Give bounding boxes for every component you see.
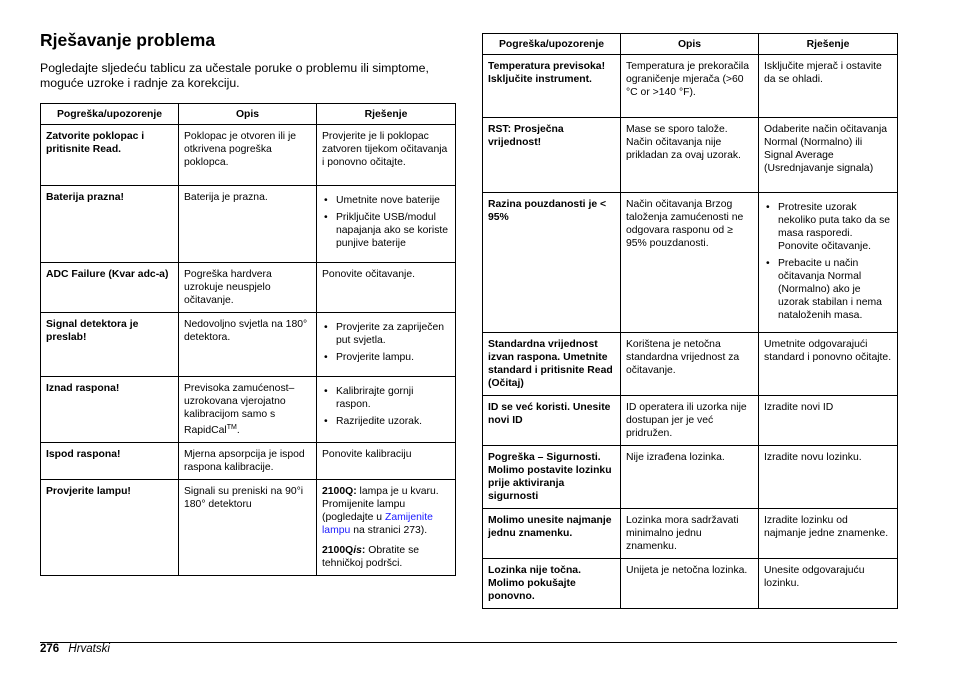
table-header-row: [41, 104, 456, 125]
intro-text: Pogledajte sljedeću tablicu za učestale poruke o problemu ili simptome, moguće uzroke i radnje za korekciju.: [40, 61, 429, 90]
error-cell: Iznad raspona!: [41, 377, 179, 443]
error-cell: Standardna vrijednost izvan raspona. Umetnite standard i pritisnite Read (Očitaj): [483, 333, 621, 396]
table-row: [483, 396, 898, 446]
error-cell: Zatvorite poklopac i pritisnite Read.: [41, 125, 179, 186]
page-footer: [40, 643, 110, 655]
list-item: • Razrijedite uzorak.: [322, 415, 450, 428]
description-cell: Mjerna apsorpcija je ispod raspona kalibracije.: [179, 443, 317, 480]
description-cell: Lozinka mora sadržavati minimalno jednu znamenku.: [621, 509, 759, 559]
solution-cell: [317, 377, 456, 443]
column-header-error: Pogreška/upozorenje: [41, 104, 179, 125]
list-item: • Umetnite nove baterije: [322, 194, 450, 207]
table-row: [41, 443, 456, 480]
troubleshooting-table-left: [40, 103, 456, 576]
page-number: 276: [40, 643, 60, 655]
table-row: [483, 333, 898, 396]
model-label: [322, 545, 365, 556]
solution-cell: Unesite odgovarajuću lozinku.: [759, 559, 898, 609]
solution-text: lampa je u kvaru. Promijenite lampu (pogledajte u: [322, 486, 439, 523]
description-end: .: [236, 425, 240, 436]
error-cell: ADC Failure (Kvar adc-a): [41, 263, 179, 313]
error-cell: Molimo unesite najmanje jednu znamenku.: [483, 509, 621, 559]
list-item: • Kalibrirajte gornji raspon.: [322, 385, 450, 411]
error-cell: Ispod raspona!: [41, 443, 179, 480]
description-cell: [179, 377, 317, 443]
description-cell: Nije izrađena lozinka.: [621, 446, 759, 509]
solution-cell: Provjerite je li poklopac zatvoren tijekom očitavanja i ponovno očitajte.: [317, 125, 456, 186]
footer-divider: [40, 642, 897, 643]
page-title: Rješavanje problema: [40, 30, 216, 50]
table-row: [41, 480, 456, 576]
model-label: 2100Q:: [322, 486, 357, 497]
description-cell: Poklopac je otvoren ili je otkrivena pogreška poklopca.: [179, 125, 317, 186]
table-row: [41, 263, 456, 313]
solution-cell: [759, 193, 898, 333]
error-cell: ID se već koristi. Unesite novi ID: [483, 396, 621, 446]
description-cell: Baterija je prazna.: [179, 186, 317, 263]
description-cell: ID operatera ili uzorka nije dostupan jer je već pridružen.: [621, 396, 759, 446]
column-header-description: Opis: [179, 104, 317, 125]
table-row: [41, 186, 456, 263]
column-header-solution: Rješenje: [759, 34, 898, 55]
error-cell: Signal detektora je preslab!: [41, 313, 179, 377]
table-row: [41, 125, 456, 186]
error-cell: Lozinka nije točna. Molimo pokušajte ponovno.: [483, 559, 621, 609]
table-row: [483, 55, 898, 118]
solution-list: [764, 201, 892, 322]
solution-cell: Odaberite način očitavanja Normal (Normalno) ili Signal Average (Usrednjavanje signala): [759, 118, 898, 193]
list-item: • Provjerite lampu.: [322, 351, 450, 364]
solution-cell: Izradite lozinku od najmanje jedne znamenke.: [759, 509, 898, 559]
table-row: [483, 446, 898, 509]
solution-cell: [317, 313, 456, 377]
list-item: • Protresite uzorak nekoliko puta tako da se masa rasporedi. Ponovite očitavanje.: [764, 201, 892, 253]
description-cell: Unijeta je netočna lozinka.: [621, 559, 759, 609]
solution-cell: Ponovite kalibraciju: [317, 443, 456, 480]
solution-cell: [317, 186, 456, 263]
table-row: [483, 559, 898, 609]
column-header-solution: Rješenje: [317, 104, 456, 125]
replace-lamp-link[interactable]: Zamijenite lampu: [322, 512, 433, 536]
column-header-error: Pogreška/upozorenje: [483, 34, 621, 55]
list-item: • Priključite USB/modul napajanja ako se koriste punjive baterije: [322, 211, 450, 250]
solution-cell: Izradite novi ID: [759, 396, 898, 446]
error-cell: RST: Prosječna vrijednost!: [483, 118, 621, 193]
trademark-superscript: TM: [226, 424, 237, 431]
solution-paragraph-2100q: [322, 485, 450, 537]
solution-text: Obratite se tehničkoj podršci.: [322, 545, 420, 569]
model-name: 2100Q: [322, 545, 354, 556]
description-cell: Temperatura je prekoračila ograničenje mjerača (>60 °C or >140 °F).: [621, 55, 759, 118]
table-row: [483, 509, 898, 559]
model-colon: :: [361, 545, 366, 556]
table-row: [41, 377, 456, 443]
troubleshooting-table-right: [482, 33, 898, 609]
solution-cell: Isključite mjerač i ostavite da se ohladi.: [759, 55, 898, 118]
solution-text-end: na stranici 273).: [350, 525, 428, 536]
table-header-row: [483, 34, 898, 55]
description-cell: Pogreška hardvera uzrokuje neuspjelo očitavanje.: [179, 263, 317, 313]
footer-language: Hrvatski: [68, 643, 110, 655]
description-cell: Mase se sporo talože. Način očitavanja nije prikladan za ovaj uzorak.: [621, 118, 759, 193]
description-cell: Signali su preniski na 90°i 180° detektoru: [179, 480, 317, 576]
solution-cell: Ponovite očitavanje.: [317, 263, 456, 313]
solution-cell: [317, 480, 456, 576]
solution-list: [322, 321, 450, 364]
table-row: [483, 193, 898, 333]
solution-cell: Umetnite odgovarajući standard i ponovno očitajte.: [759, 333, 898, 396]
list-item: • Prebacite u način očitavanja Normal (Normalno) ako je uzorak stabilan i nema nataloženih masa.: [764, 257, 892, 322]
error-cell: Temperatura previsoka! Isključite instrument.: [483, 55, 621, 118]
description-text: Previsoka zamućenost–uzrokovana vjerojatno kalibracijom samo s RapidCal: [184, 383, 295, 436]
description-cell: Korištena je netočna standardna vrijednost za očitavanje.: [621, 333, 759, 396]
description-cell: Način očitavanja Brzog taloženja zamućenosti ne odgovara rasponu od ≥ 95% pouzdanosti.: [621, 193, 759, 333]
error-cell: Provjerite lampu!: [41, 480, 179, 576]
model-suffix: is: [353, 545, 362, 556]
solution-list: [322, 385, 450, 428]
solution-list: [322, 194, 450, 250]
table-row: [483, 118, 898, 193]
table-row: [41, 313, 456, 377]
solution-paragraph-2100qis: [322, 544, 450, 570]
list-item: • Provjerite za zapriječen put svjetla.: [322, 321, 450, 347]
error-cell: Razina pouzdanosti je < 95%: [483, 193, 621, 333]
error-cell: Pogreška – Sigurnosti. Molimo postavite lozinku prije aktiviranja sigurnosti: [483, 446, 621, 509]
column-header-description: Opis: [621, 34, 759, 55]
error-cell: Baterija prazna!: [41, 186, 179, 263]
solution-cell: Izradite novu lozinku.: [759, 446, 898, 509]
description-cell: Nedovoljno svjetla na 180° detektora.: [179, 313, 317, 377]
